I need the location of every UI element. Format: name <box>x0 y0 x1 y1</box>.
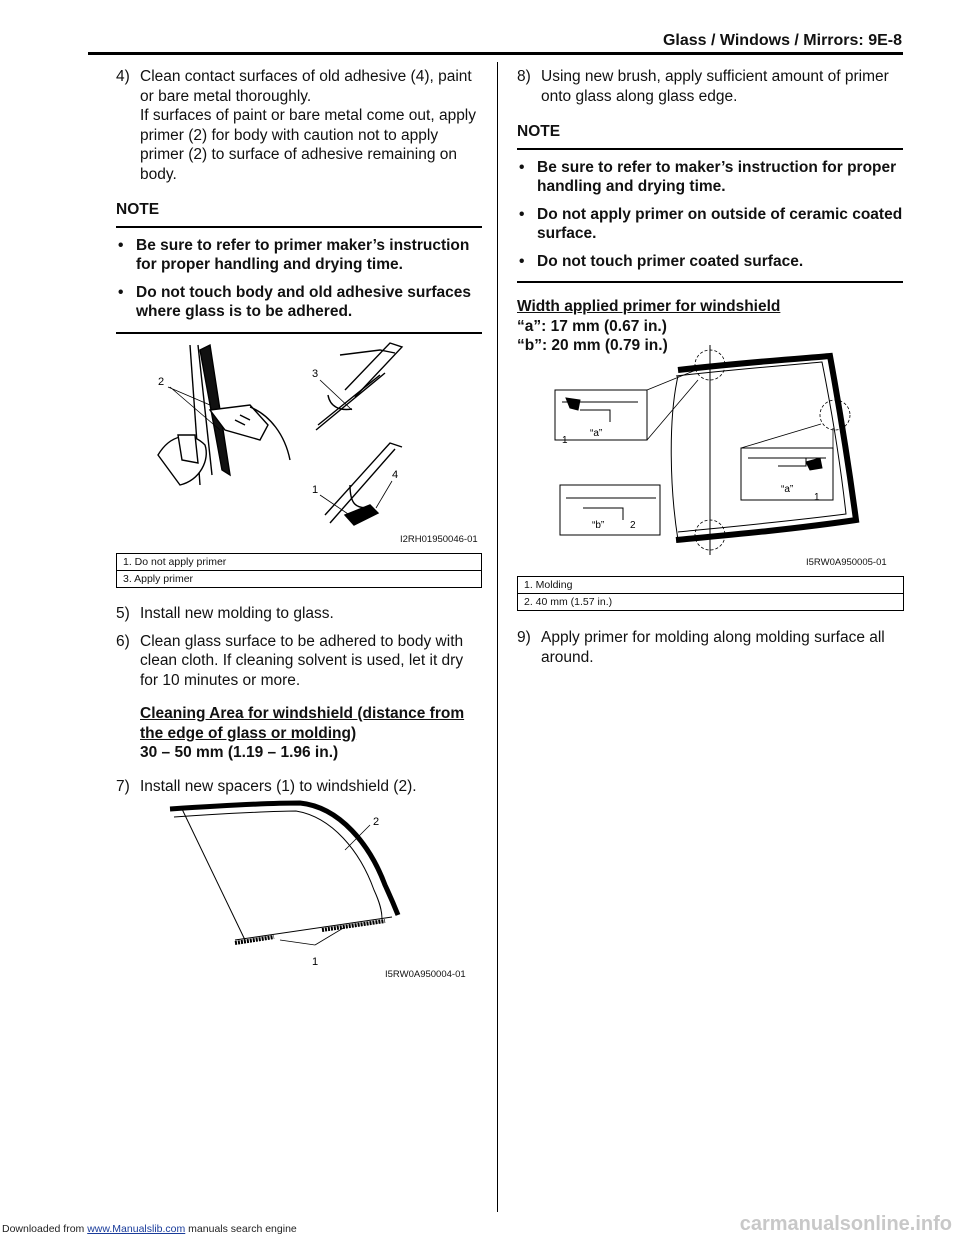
spec-title: Width applied primer for windshield <box>517 298 781 315</box>
left-column <box>116 67 482 334</box>
figure-legend <box>116 553 482 588</box>
step-9 <box>517 628 903 667</box>
note-bullet: • Be sure to refer to primer maker’s instruction for proper handling and drying time. <box>118 236 470 273</box>
step-number: 7) <box>116 777 130 795</box>
legend-row: 1. Do not apply primer <box>117 554 481 571</box>
spec-value: “b”: 20 mm (0.79 in.) <box>517 337 668 354</box>
figure-label: “a” <box>781 484 794 495</box>
footer-suffix: manuals search engine <box>185 1223 297 1235</box>
step-4 <box>116 67 482 184</box>
footer <box>2 1223 297 1235</box>
step-text: Clean contact surfaces of old adhesive (4), paint or bare metal thoroughly. <box>140 68 472 105</box>
step-number: 8) <box>517 68 531 85</box>
step-text: Clean glass surface to be adhered to body with clean cloth. If cleaning solvent is used, let it dry for 10 minutes or more. <box>140 632 464 689</box>
step-5 <box>116 604 482 624</box>
legend-row: 3. Apply primer <box>123 573 194 585</box>
step-number: 9) <box>517 629 531 646</box>
footer-prefix: Downloaded from <box>2 1223 88 1235</box>
figure-label: 1 <box>312 484 319 496</box>
figure-label: “a” <box>590 428 603 439</box>
step-text: Apply primer for molding along molding surface all around. <box>541 629 885 666</box>
figure-label: 3 <box>312 368 319 380</box>
note-bullet: • Do not touch primer coated surface. <box>519 252 804 270</box>
note-rule-bottom <box>116 332 482 334</box>
note-title: NOTE <box>116 201 160 218</box>
figure-id: I5RW0A950004-01 <box>385 969 466 980</box>
figure-label: 2 <box>158 376 165 388</box>
figure-label: 4 <box>392 469 399 481</box>
step-6 <box>116 632 482 763</box>
primer-application-illustration <box>140 335 480 550</box>
note-bullet: • Be sure to refer to maker’s instruction for proper handling and drying time. <box>519 158 897 195</box>
figure-label: 1 <box>562 435 568 446</box>
primer-width-illustration <box>548 340 903 565</box>
step-7 <box>116 777 482 797</box>
step-8 <box>517 67 903 106</box>
step-number: 6) <box>116 632 130 650</box>
note-rule-top <box>517 148 903 150</box>
spec-title: Cleaning Area for windshield (distance from the edge of glass or molding) <box>140 705 465 742</box>
step-number: 4) <box>116 68 130 85</box>
right-column <box>517 67 903 356</box>
note-title: NOTE <box>517 123 561 140</box>
figure-label: 2 <box>373 816 380 828</box>
figure-label: 1 <box>814 492 820 503</box>
figure-label: “b” <box>592 520 605 531</box>
windshield-spacers-illustration <box>160 795 480 975</box>
left-column-lower <box>116 604 482 804</box>
note-block <box>116 200 482 334</box>
note-rule-bottom <box>517 281 903 283</box>
legend-row: 2. 40 mm (1.57 in.) <box>524 596 613 608</box>
note-bullet: • Do not apply primer on outside of ceramic coated surface. <box>519 205 903 242</box>
footer-link[interactable]: www.Manualslib.com <box>87 1223 186 1235</box>
column-divider <box>497 62 498 1212</box>
figure-id: I5RW0A950005-01 <box>806 557 887 568</box>
figure-label: 2 <box>630 520 636 531</box>
spec-value: 30 – 50 mm (1.19 – 1.96 in.) <box>140 744 339 761</box>
watermark: carmanualsonline.info <box>739 1213 952 1235</box>
step-text: Install new spacers (1) to windshield (2). <box>140 777 417 795</box>
header-rule <box>88 52 903 55</box>
note-bullet: • Do not touch body and old adhesive surfaces where glass is to be adhered. <box>118 283 472 320</box>
step-text-continued: If surfaces of paint or bare metal come out, apply primer (2) for body with caution not to apply primer (2) to surface of adhesive remaining on body. <box>140 107 477 183</box>
spec-value: “a”: 17 mm (0.67 in.) <box>517 317 667 335</box>
figure-legend <box>517 576 904 611</box>
right-column-lower <box>517 628 903 675</box>
legend-row: 1. Molding <box>518 577 903 594</box>
note-rule-top <box>116 226 482 228</box>
note-block <box>517 122 903 283</box>
step-text: Install new molding to glass. <box>140 605 334 622</box>
step-text: Using new brush, apply sufficient amount of primer onto glass along glass edge. <box>541 68 889 105</box>
figure-label: 1 <box>312 956 319 968</box>
step-number: 5) <box>116 605 130 622</box>
figure-id: I2RH01950046-01 <box>400 534 478 545</box>
page-header-title: Glass / Windows / Mirrors: 9E-8 <box>662 32 902 49</box>
